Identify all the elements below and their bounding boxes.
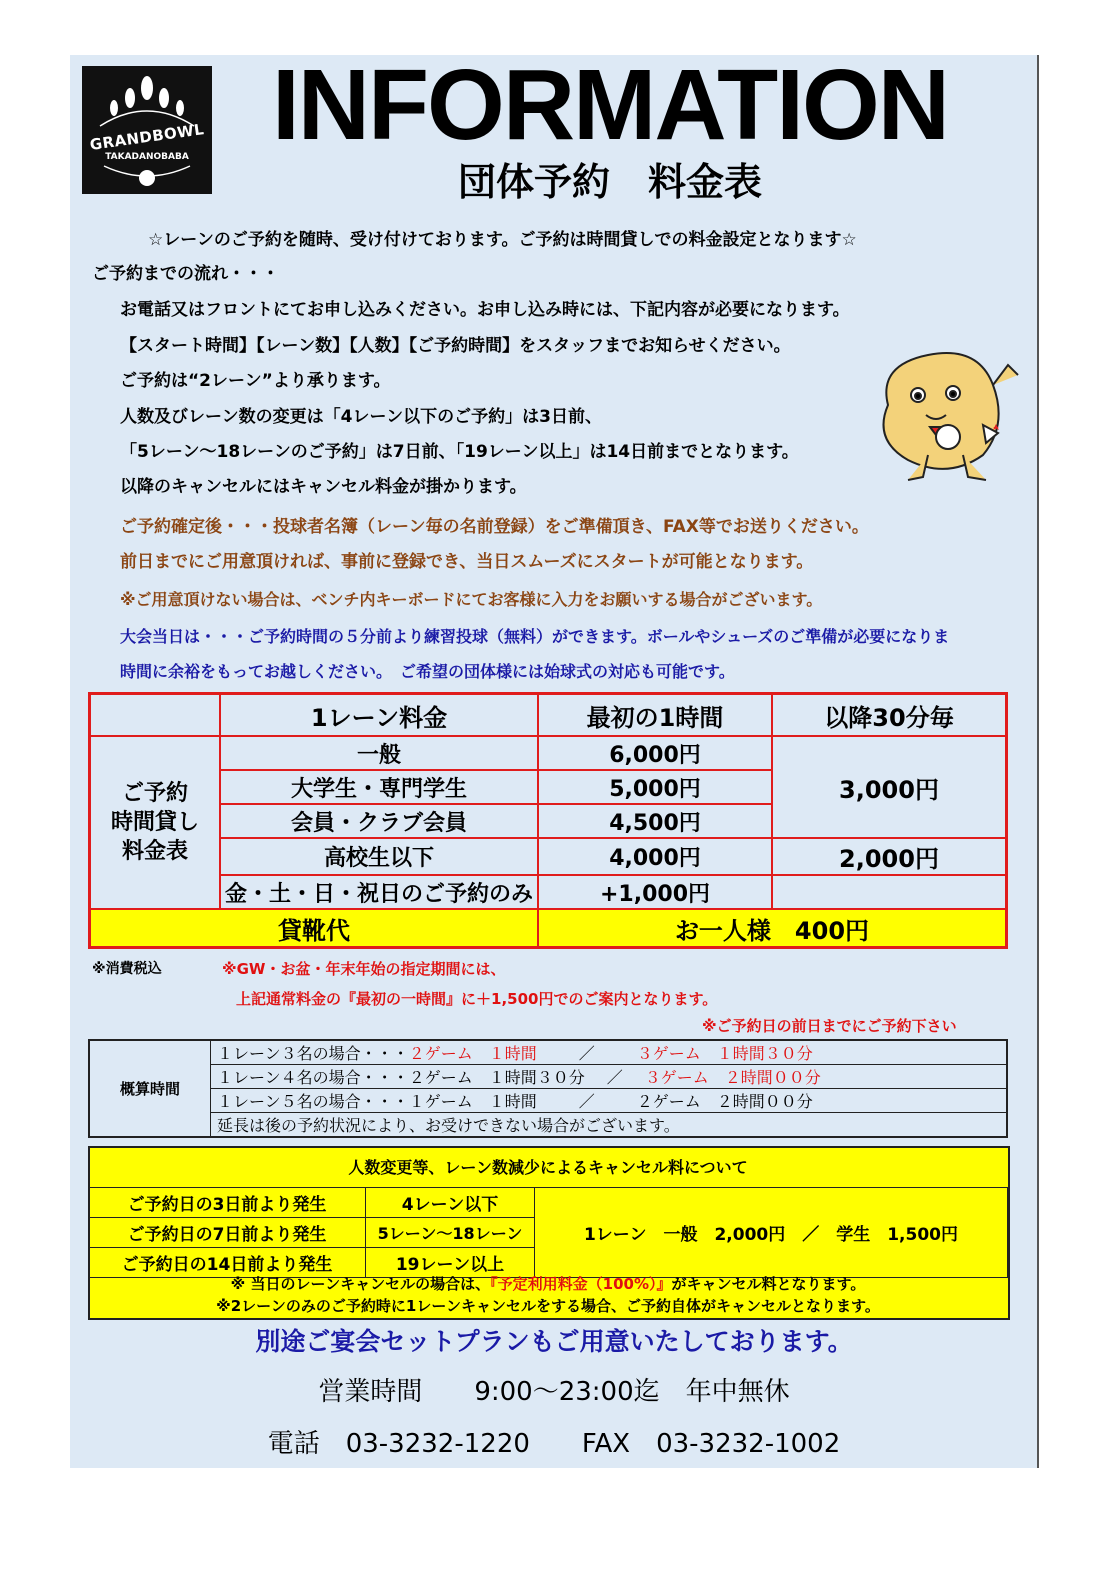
row-group-label: ご予約 時間貸し 料金表 [90,736,221,909]
blue-line: 時間に余裕をもってお越しください。 ご希望の団体様には始球式の対応も可能です。 [120,662,735,681]
grandbowl-logo [82,66,212,194]
header-each-30min: 以降30分毎 [772,694,1007,737]
header-lane-fee: 1レーン料金 [220,694,538,737]
shoe-rental-label: 貸靴代 [90,909,539,948]
approx-label: 概算時間 [89,1040,211,1137]
price-table [88,692,1008,949]
category-cell: 一般 [220,736,538,770]
intro-text: ☆レーンのご予約を随時、受け付けております。ご予約は時間貸しでの料金設定となります☆ [148,230,857,250]
flow-line: 【スタート時間】【レーン数】【人数】【ご予約時間】をスタッフまでお知らせください。 [120,336,791,356]
cancel-fee: 1レーン 一般 2,000円 ／ 学生 1,500円 [535,1188,1008,1278]
category-cell: 会員・クラブ会員 [220,804,538,838]
gw-note-detail: 上記通常料金の『最初の一時間』に＋1,500円でのご案内となります。 [236,990,718,1008]
first-hour-price: 4,500円 [538,804,772,838]
page-title: INFORMATION [271,49,949,161]
blue-line: 大会当日は・・・ご予約時間の５分前より練習投球（無料）ができます。ボールやシューズのご準備が必要になりま [120,627,950,646]
brown-line: ご予約確定後・・・投球者名簿（レーン毎の名前登録）をご準備頂き、FAX等でお送りください。 [120,517,869,537]
cancel-when: ご予約日の14日前より発生 [89,1248,366,1278]
approx-separator: ／ [578,1044,595,1063]
brown-line: ※ご用意頂けない場合は、ベンチ内キーボードにてお客様に入力をお願いする場合がございます。 [120,590,823,609]
logo-name: GRANDBOWL [88,120,206,154]
first-hour-price: 6,000円 [538,736,772,770]
cancel-note-sameday [88,1272,1008,1296]
corner-cell [90,694,221,737]
cancel-lanes: 5レーン～18レーン [366,1218,535,1248]
flow-line: 人数及びレーン数の変更は「4レーン以下のご予約」は3日前、 [120,407,602,427]
flow-line: ご予約は“2レーン”より承ります。 [120,371,391,391]
cancel-note-2lanes: ※2レーンのみのご予約時に1レーンキャンセルをする場合、ご予約自体がキャンセルとなります。 [216,1297,880,1315]
after-price-highschool: 2,000円 [772,838,1007,875]
first-hour-price: 5,000円 [538,770,772,804]
approx-row [211,1040,1008,1065]
cancel-note-part: がキャンセル料となります。 [671,1275,866,1293]
approx-row [211,1065,1008,1089]
approx-case: １レーン４名の場合・・・ [217,1068,409,1087]
cancel-lanes: 4レーン以下 [366,1188,535,1218]
empty-cell [772,875,1007,909]
first-hour-price: +1,000円 [538,875,772,909]
cancel-when: ご予約日の7日前より発生 [89,1218,366,1248]
approx-option: ２ゲーム ２時間００分 [636,1092,813,1111]
banquet-note: 別途ご宴会セットプランもご用意いたしております。 [255,1327,853,1356]
cancel-table [88,1187,1008,1278]
approx-option: ３ゲーム ２時間００分 [644,1068,821,1087]
logo-location: TAKADANOBABA [105,152,189,162]
approx-option: ３ゲーム １時間３０分 [636,1044,813,1063]
lion-mascot-icon [868,345,1033,490]
category-cell: 高校生以下 [220,838,538,875]
approx-note: 延長は後の予約状況により、お受けできない場合がございます。 [211,1113,1008,1138]
flow-line: 以降のキャンセルにはキャンセル料金が掛かります。 [120,477,527,497]
flow-line: お電話又はフロントにてお申し込みください。お申し込み時には、下記内容が必要になります。 [120,300,850,320]
approx-row [211,1089,1008,1113]
shoe-rental-price: お一人様 400円 [538,909,1007,948]
cancel-title: 人数変更等、レーン数減少によるキャンセル料について [348,1158,748,1177]
contact-phone-fax: 電話 03-3232-1220 FAX 03-3232-1002 [267,1429,841,1459]
flow-line: 「5レーン～18レーンのご予約」は7日前、「19レーン以上」は14日前までとなります。 [120,442,799,462]
first-hour-price: 4,000円 [538,838,772,875]
gw-note: ※GW・お盆・年末年始の指定期間には、 [222,960,506,978]
approx-separator: ／ [578,1092,595,1111]
category-cell: 金・土・日・祝日のご予約のみ [220,875,538,909]
header-first-hour: 最初の1時間 [538,694,772,737]
brown-line: 前日までにご用意頂ければ、事前に登録でき、当日スムーズにスタートが可能となります。 [120,552,814,572]
page-subtitle: 団体予約 料金表 [457,160,762,204]
approx-option: ２ゲーム １時間 [408,1044,537,1063]
tax-note: ※消費税込 [92,961,162,977]
cancel-when: ご予約日の3日前より発生 [89,1188,366,1218]
flow-heading: ご予約までの流れ・・・ [92,264,279,284]
approx-option: ２ゲーム １時間３０分 [408,1068,585,1087]
right-edge-line [1037,55,1039,1468]
cancel-note-part: ※ 当日のレーンキャンセルの場合は、 [230,1275,491,1293]
approx-case: １レーン５名の場合・・・ [217,1092,409,1111]
reserve-note: ※ご予約日の前日までにご予約下さい [702,1017,957,1035]
category-cell: 大学生・専門学生 [220,770,538,804]
after-price-general: 3,000円 [772,736,1007,838]
cancel-lanes: 19レーン以上 [366,1248,535,1278]
approx-separator: ／ [606,1068,623,1087]
business-hours: 営業時間 9:00～23:00迄 年中無休 [318,1377,790,1407]
approx-time-table [88,1039,1008,1138]
approx-option: １ゲーム １時間 [408,1092,537,1111]
cancel-note-highlight: 『予定利用料金（100%）』 [490,1275,672,1293]
approx-case: １レーン３名の場合・・・ [217,1044,409,1063]
